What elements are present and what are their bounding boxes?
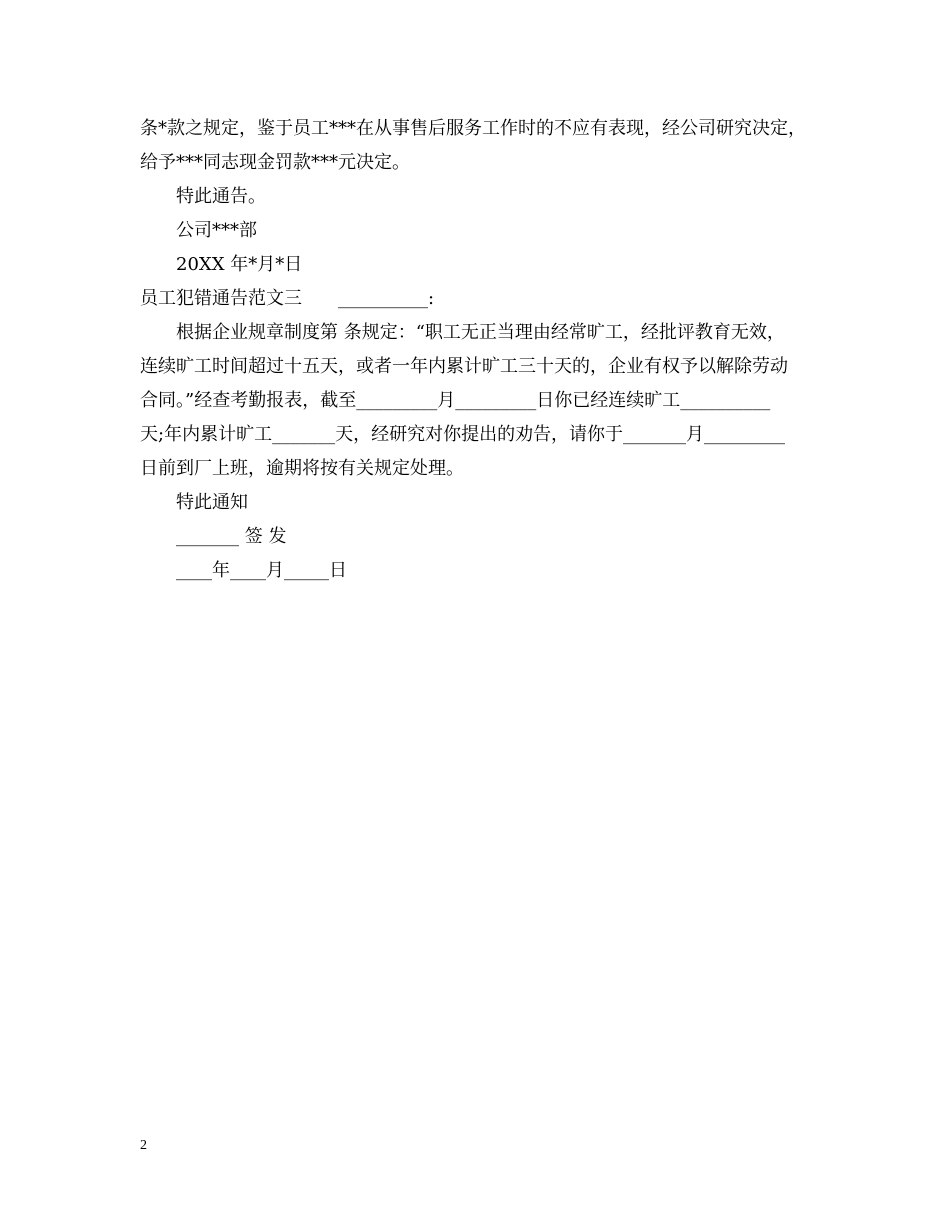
issuing-department: 公司***部 bbox=[176, 220, 257, 241]
paragraph-line-6: 天;年内累计旷工_______天，经研究对你提出的劝告，请你于_______月_________ bbox=[140, 424, 786, 445]
signature-line: _______ 签 发 bbox=[176, 526, 287, 547]
paragraph-line-5: 合同。”经查考勤报表，截至_________月_________日你已经连续旷工__________ bbox=[140, 390, 771, 411]
paragraph-line-3: 根据企业规章制度第 条规定：“职工无正当理由经常旷工，经批评教育无效， bbox=[176, 322, 785, 343]
document-body bbox=[140, 112, 830, 588]
paragraph-line-4: 连续旷工时间超过十五天，或者一年内累计旷工三十天的，企业有权予以解除劳动 bbox=[140, 356, 788, 377]
issue-date: 20XX 年*月*日 bbox=[176, 254, 303, 275]
page-number: 2 bbox=[140, 1138, 147, 1153]
notice-closing-2: 特此通知 bbox=[176, 492, 248, 513]
notice-closing: 特此通告。 bbox=[176, 186, 266, 207]
paragraph-line-7: 日前到厂上班，逾期将按有关规定处理。 bbox=[140, 458, 464, 479]
paragraph-line-1: 条*款之规定，鉴于员工***在从事售后服务工作时的不应有表现，经公司研究决定， bbox=[140, 118, 806, 139]
section-title: 员工犯错通告范文三 __________: bbox=[140, 288, 435, 309]
signature-date: ____年____月_____日 bbox=[176, 560, 347, 581]
paragraph-line-2: 给予***同志现金罚款***元决定。 bbox=[140, 152, 410, 173]
